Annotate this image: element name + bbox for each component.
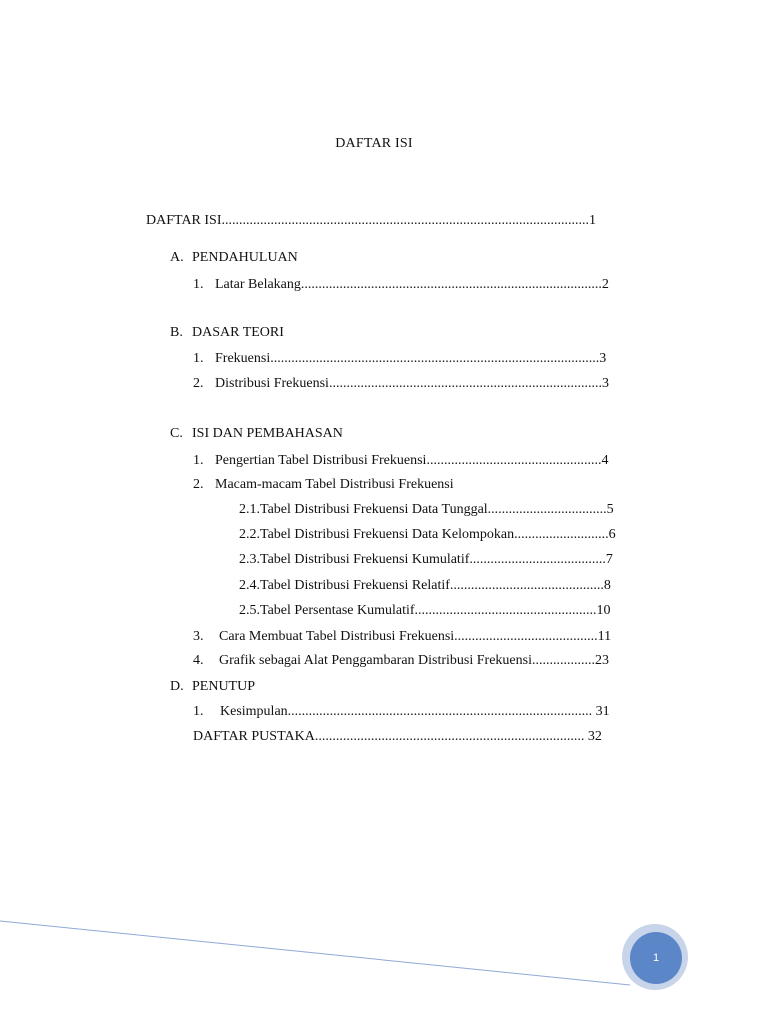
section-letter: C. xyxy=(170,426,183,441)
toc-subentry: 2.2.Tabel Distribusi Frekuensi Data Kelompokan...........................6 xyxy=(239,527,616,542)
toc-entry-daftar-pustaka: DAFTAR PUSTAKA............................................................................. 32 xyxy=(193,729,602,744)
page-number-badge: 1 xyxy=(630,932,682,984)
toc-subentry: 2.5.Tabel Persentase Kumulatif....................................................10 xyxy=(239,603,611,618)
entry-text: Frekuensi..............................................................................................3 xyxy=(215,351,607,366)
toc-entry xyxy=(193,703,610,721)
section-title: PENUTUP xyxy=(192,679,256,694)
toc-subentry: 2.3.Tabel Distribusi Frekuensi Kumulatif.......................................7 xyxy=(239,552,613,567)
section-title: PENDAHULUAN xyxy=(192,250,298,265)
toc-entry xyxy=(193,628,611,646)
entry-number: 1. xyxy=(193,453,204,468)
entry-number: 1. xyxy=(193,351,204,366)
entry-number: 1. xyxy=(193,704,204,719)
entry-text: Grafik sebagai Alat Penggambaran Distribusi Frekuensi..................23 xyxy=(219,653,609,668)
section-heading-a xyxy=(170,249,298,267)
section-title: ISI DAN PEMBAHASAN xyxy=(192,426,343,441)
entry-number: 4. xyxy=(193,653,204,668)
toc-entry xyxy=(193,350,606,368)
section-title: DASAR TEORI xyxy=(192,325,284,340)
section-heading-b xyxy=(170,324,284,342)
entry-text: Pengertian Tabel Distribusi Frekuensi..................................................4 xyxy=(215,453,609,468)
entry-text: Cara Membuat Tabel Distribusi Frekuensi.........................................11 xyxy=(219,629,612,644)
toc-subentry: 2.4.Tabel Distribusi Frekuensi Relatif............................................8 xyxy=(239,578,611,593)
entry-text: Kesimpulan....................................................................................... 31 xyxy=(220,704,610,719)
entry-number: 2. xyxy=(193,477,204,492)
section-heading-c xyxy=(170,425,343,443)
entry-number: 2. xyxy=(193,376,204,391)
entry-text: Distribusi Frekuensi..............................................................................3 xyxy=(215,376,609,391)
toc-subentry: 2.1.Tabel Distribusi Frekuensi Data Tunggal..................................5 xyxy=(239,502,614,517)
toc-entry xyxy=(193,375,609,393)
entry-number: 3. xyxy=(193,629,204,644)
toc-entry-daftar-isi: DAFTAR ISI.........................................................................................................1 xyxy=(146,213,596,228)
toc-entry xyxy=(193,276,609,294)
section-heading-d xyxy=(170,678,255,696)
entry-number: 1. xyxy=(193,277,204,292)
entry-text: Latar Belakang......................................................................................2 xyxy=(215,277,609,292)
page-title: DAFTAR ISI xyxy=(335,136,413,151)
toc-entry xyxy=(193,476,454,494)
section-letter: B. xyxy=(170,325,183,340)
toc-entry xyxy=(193,652,609,670)
entry-text: Macam-macam Tabel Distribusi Frekuensi xyxy=(215,477,454,492)
toc-entry xyxy=(193,452,608,470)
section-letter: D. xyxy=(170,679,184,694)
section-letter: A. xyxy=(170,250,184,265)
